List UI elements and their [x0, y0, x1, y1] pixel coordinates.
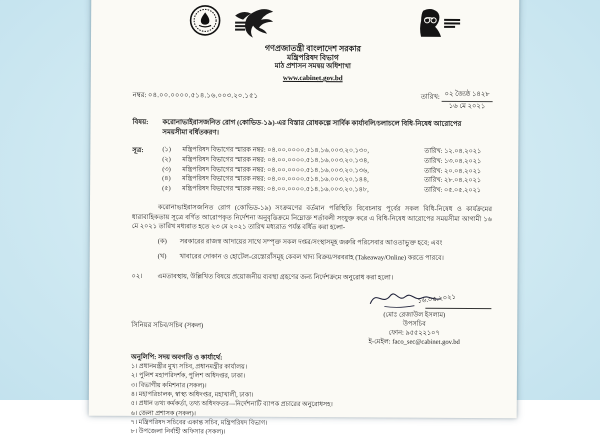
- letterhead: [133, 43, 493, 84]
- mujib-shotoborsho-logo-icon: [229, 6, 275, 40]
- distribution-label: অনুলিপি: সদয় অবগতি ও কার্যার্থে:: [131, 353, 223, 362]
- handwritten-signature: [329, 286, 499, 311]
- signatory-email-row: [329, 337, 499, 347]
- reference-number: (৫): [162, 185, 171, 193]
- reference-date: তারিখ: ২৮.০৪.২০২১: [424, 177, 482, 185]
- reference-date: তারিখ: ১৩.০৪.২০২১: [424, 157, 482, 165]
- subject-label: বিষয়:: [132, 118, 149, 127]
- reference-number: (৪): [162, 175, 171, 183]
- reference-text: মন্ত্রিপরিষদ বিভাগের স্মারক নম্বর: ০৪.০০.০০০০.৫১৪.১৬.০০৩.২০.১৪৮,: [182, 185, 369, 194]
- mujib-borsho-portrait-icon: [413, 7, 465, 39]
- reference-number: (১): [162, 146, 171, 154]
- reference-number: (৩): [162, 165, 171, 173]
- clause-text: খাবারের দোকান ও হোটেল-রেস্তোরাঁসমূহ কেবল খাদ্য বিক্রয়/সরবরাহ (Takeaway/Online) করতে পারবে।: [179, 252, 444, 262]
- clause-row: [158, 237, 492, 249]
- memo-date: [421, 91, 493, 111]
- distribution-item: ৮। উপজেলা নির্বাহী অফিসার (সকল)।: [130, 428, 226, 436]
- reference-text: মন্ত্রিপরিষদ বিভাগের স্মারক নম্বর: ০৪.০০.০০০০.৫১৪.১৬.০০৩.২০.১৩৬,: [182, 165, 369, 174]
- signature-date: ১৬.০৫.২০২১: [417, 293, 457, 305]
- clause-number: (ক): [157, 238, 167, 246]
- signature-block: [329, 286, 499, 347]
- reference-text: মন্ত্রিপরিষদ বিভাগের স্মারক নম্বর: ০৪.০০.০০০০.৫১৪.১৬.০০৩.২০.১৩০,: [182, 146, 370, 155]
- reference-text: মন্ত্রিপরিষদ বিভাগের স্মারক নম্বর: ০৪.০০.০০০০.৫১৪.১৬.০০৩.২০.১৩৪,: [182, 156, 369, 165]
- signatory-title: উপসচিব: [402, 320, 426, 328]
- date-label: তারিখ:: [420, 93, 440, 101]
- letterhead-logos: [133, 4, 493, 42]
- distribution-item: ৫। প্রধান তথ্য কর্মকর্তা, তথ্য অধিদফতর—নির্দেশনাটি ব্যাপক প্রচারের অনুরোধসহ।: [130, 400, 333, 409]
- subject-text: করোনাভাইরাসজনিত রোগ (কোভিড-১৯)-এর বিস্তার রোধকল্পে সার্বিক কার্যাবলি/চলাচলে বিধি-নিষেধ আরোপের সময়সীমা বর্ধিতকরণ।: [162, 119, 462, 136]
- distribution-item: ৪। মহাপরিচালক, স্বাস্থ্য অধিদপ্তর, মহাখালী, ঢাকা।: [130, 390, 254, 399]
- distribution-item: ১। প্রধানমন্ত্রীর মুখ্য সচিব, প্রধানমন্ত্রীর কার্যালয়।: [130, 363, 248, 371]
- memo-meta-row: [133, 89, 493, 111]
- closing-number: ০২।: [131, 273, 143, 281]
- reference-row: [162, 184, 481, 196]
- signatory-name: (মোঃ রেজাউল ইসলাম): [383, 311, 446, 319]
- reference-text: মন্ত্রিপরিষদ বিভাগের স্মারক নম্বর: ০৪.০০.০০০০.৫১৪.১৬.০০৩.২০.১৪৪,: [182, 175, 369, 184]
- distribution-item: ৭। মন্ত্রিপরিষদ সচিবের একান্ত সচিব, মন্ত্রিপরিষদ বিভাগ।: [130, 418, 268, 427]
- clause-number: (খ): [157, 252, 167, 260]
- clause-list: [132, 237, 492, 263]
- distribution-list: [131, 362, 491, 439]
- memo-number-value: ০৪.০০.০০০০.৫১৪.১৬.০০৩.২০.১৫১: [148, 92, 259, 100]
- date-bangla: ০২ জ্যৈষ্ঠ ১৪২৮: [442, 91, 493, 102]
- memo-number-label: নম্বর:: [132, 91, 147, 100]
- distribution-item: ৬। জেলা প্রশাসক (সকল)।: [130, 409, 197, 417]
- reference-date: তারিখ: ১২.০৪.২০২১: [424, 147, 482, 156]
- email-address[interactable]: faco_sec@cabinet.gov.bd: [392, 338, 460, 346]
- body-paragraph: করোনাভাইরাসজনিত রোগ (কোভিড-১৯) সংক্রমণের বর্তমান পরিস্থিতি বিবেচনায় পূর্বের সকল বিধি-নিষেধ ও কার্যক্রমের ধারাবাহিকতায় সূত্রে বর্ণিত আরোপকৃত নির্দেশনা অনুবৃত্তিক্রমে নিম্নোক্ত শর্তাবলী সংযুক্ত করে এ বিধি-নিষেধ আরোপের সময়সীমা আগামী ১৬ মে ২০২১ তারিখ মধ্যরাত হতে ২৩ মে ২০২১ তারিখ মধ্যরাত পর্যন্ত বর্ধিত করা হলো-: [131, 204, 492, 232]
- memo-number: [133, 89, 259, 102]
- reference-label: সূত্র:: [132, 146, 144, 154]
- reference-list: [162, 145, 481, 196]
- reference-date: তারিখ: ২০.০৪.২০২১: [424, 167, 482, 175]
- distribution-item: ২। পুলিশ মহাপরিদর্শক, পুলিশ অধিদপ্তর, ঢাকা।: [130, 372, 246, 381]
- closing-text: এমতাবস্থায়, উল্লিখিত বিষয়ে প্রয়োজনীয় ব্যবস্থা গ্রহণের জন্য নির্দেশক্রমে অনুরোধ করা হলো।: [157, 273, 394, 282]
- reference-date: তারিখ: ০৫.০৫.২০২১: [424, 186, 482, 195]
- signature-area: [131, 283, 491, 351]
- clause-text: সরকারের রাজস্ব আদায়ের সাথে সম্পৃক্ত সকল দপ্তর/সংস্থাসমূহ জরুরি পরিসেবার আওতাভুক্ত হবে; এবং: [179, 238, 443, 247]
- government-seal-icon: [189, 4, 221, 36]
- government-name: গণপ্রজাতন্ত্রী বাংলাদেশ সরকার: [264, 43, 361, 54]
- subject-line: [132, 118, 492, 139]
- branch-name: মাঠ প্রশাসন সমন্বয় অধিশাখা: [274, 61, 351, 71]
- document-page: [89, 0, 520, 436]
- signatory-phone: ফোন: ৯৫৫২২১০৭: [388, 329, 440, 337]
- date-gregorian: ১৬ মে ২০২১: [448, 102, 486, 110]
- website-link[interactable]: www.cabinet.gov.bd: [282, 73, 343, 83]
- division-name: মন্ত্রিপরিষদ বিভাগ: [286, 52, 339, 63]
- addressee: সিনিয়র সচিব/সচিব (সকল): [131, 321, 204, 330]
- email-label: ই-মেইল:: [368, 338, 391, 346]
- clause-row: [158, 252, 492, 264]
- date-stack: [441, 91, 492, 111]
- distribution-section: [131, 353, 492, 439]
- distribution-item: ৩। বিভাগীয় কমিশনার (সকল)।: [130, 381, 207, 390]
- reference-number: (২): [162, 155, 171, 163]
- reference-section: [132, 145, 492, 196]
